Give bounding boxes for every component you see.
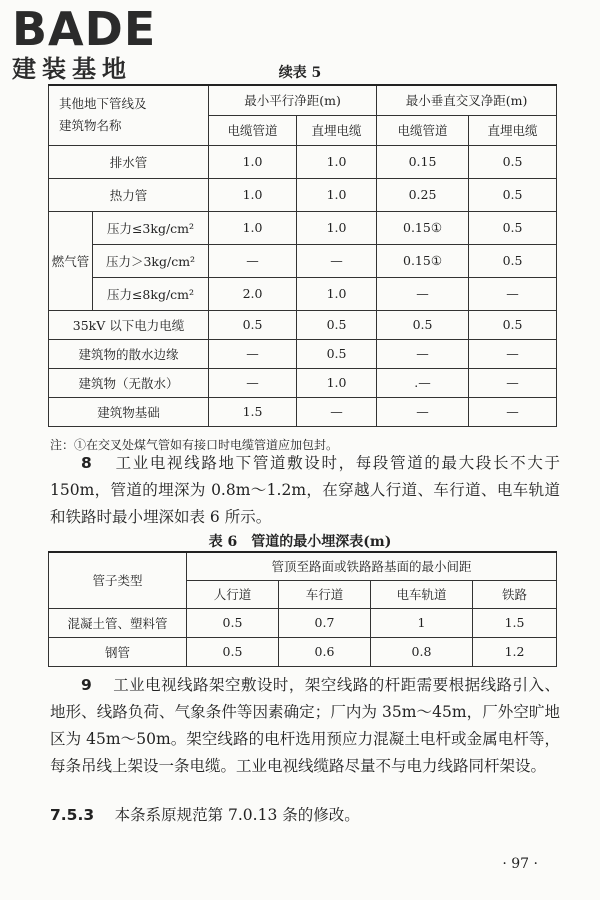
cell: 1.0 bbox=[297, 368, 377, 397]
table5-header-cross: 最小垂直交叉净距(m) bbox=[377, 85, 557, 115]
table6 bbox=[48, 551, 557, 667]
row-name: 压力≤3kg/cm² bbox=[93, 211, 209, 244]
table-row bbox=[49, 608, 557, 637]
logo-subtitle: 建装基地 bbox=[12, 55, 132, 83]
header-line-2: 建筑物名称 bbox=[59, 118, 122, 134]
table-row bbox=[49, 339, 557, 368]
cell: 0.25 bbox=[377, 178, 469, 211]
table5 bbox=[48, 84, 557, 427]
table-row bbox=[49, 310, 557, 339]
cell: 1.0 bbox=[297, 277, 377, 310]
table5-header-parallel: 最小平行净距(m) bbox=[209, 85, 377, 115]
cell: — bbox=[377, 397, 469, 426]
cell: — bbox=[297, 244, 377, 277]
cell: 0.8 bbox=[371, 637, 473, 666]
cell: — bbox=[469, 277, 557, 310]
clause-7-5-3 bbox=[50, 802, 560, 829]
cell: — bbox=[469, 339, 557, 368]
cell: 1.5 bbox=[473, 608, 557, 637]
table-row bbox=[49, 368, 557, 397]
row-name: 混凝土管、塑料管 bbox=[49, 608, 187, 637]
row-name: 建筑物的散水边缘 bbox=[49, 339, 209, 368]
header-line-1: 其他地下管线及 bbox=[59, 96, 147, 112]
table-row bbox=[49, 637, 557, 666]
cell: — bbox=[209, 244, 297, 277]
cell: 0.5 bbox=[377, 310, 469, 339]
cell: 0.5 bbox=[187, 608, 279, 637]
cell: 0.15① bbox=[377, 211, 469, 244]
paragraph-number: 8 bbox=[81, 454, 92, 472]
paragraph-8 bbox=[50, 450, 560, 531]
subheader-cell: 直埋电缆 bbox=[297, 115, 377, 145]
cell: — bbox=[297, 397, 377, 426]
table-row bbox=[49, 211, 557, 244]
row-name: 排水管 bbox=[49, 145, 209, 178]
table-row bbox=[49, 397, 557, 426]
subheader-cell: 电车轨道 bbox=[371, 580, 473, 608]
table6-caption: 表 6 管道的最小埋深表(m) bbox=[208, 534, 392, 550]
cell: 0.5 bbox=[469, 211, 557, 244]
subheader-cell: 铁路 bbox=[473, 580, 557, 608]
paragraph-number: 9 bbox=[81, 676, 92, 694]
cell: 1.0 bbox=[209, 178, 297, 211]
clause-text: 本条系原规范第 7.0.13 条的修改。 bbox=[114, 806, 360, 824]
cell: 0.15 bbox=[377, 145, 469, 178]
subheader-cell: 直埋电缆 bbox=[469, 115, 557, 145]
page-number: · 97 · bbox=[502, 856, 538, 872]
cell: — bbox=[209, 339, 297, 368]
cell: 1 bbox=[371, 608, 473, 637]
cell: 1.0 bbox=[297, 211, 377, 244]
table-row bbox=[49, 277, 557, 310]
cell: 0.7 bbox=[279, 608, 371, 637]
table6-header-group: 管顶至路面或铁路路基面的最小间距 bbox=[187, 552, 557, 580]
table-row bbox=[49, 145, 557, 178]
row-name: 压力＞3kg/cm² bbox=[93, 244, 209, 277]
paragraph-text: 工业电视线路架空敷设时，架空线路的杆距需要根据线路引入、地形、线路负荷、气象条件等因素确定；厂内为 35m～45m，厂外空旷地区为 45m～50m。架空线路的电杆选用预应力混凝土电杆或金属电杆等，每条吊线上架设一条电缆。工业电视线缆路尽量不与电力线路同杆架设。 bbox=[50, 676, 560, 775]
table-row bbox=[49, 178, 557, 211]
cell: 1.5 bbox=[209, 397, 297, 426]
cell: 1.2 bbox=[473, 637, 557, 666]
cell: 0.5 bbox=[469, 145, 557, 178]
cell: 0.5 bbox=[469, 310, 557, 339]
paragraph-9 bbox=[50, 672, 560, 780]
cell: 1.0 bbox=[209, 145, 297, 178]
cell: .— bbox=[377, 368, 469, 397]
subheader-cell: 人行道 bbox=[187, 580, 279, 608]
row-name: 热力管 bbox=[49, 178, 209, 211]
row-name: 建筑物（无散水） bbox=[49, 368, 209, 397]
cell: 0.5 bbox=[469, 178, 557, 211]
row-name: 建筑物基础 bbox=[49, 397, 209, 426]
cell: 0.5 bbox=[297, 310, 377, 339]
row-name: 钢管 bbox=[49, 637, 187, 666]
cell: 0.15① bbox=[377, 244, 469, 277]
paragraph-text: 工业电视线路地下管道敷设时，每段管道的最大段长不大于 150m，管道的埋深为 0.8m～1.2m，在穿越人行道、车行道、电车轨道和铁路时最小埋深如表 6 所示。 bbox=[50, 454, 560, 526]
table5-note: 注：①在交叉处煤气管如有接口时电缆管道应加包封。 bbox=[50, 438, 339, 452]
row-name: 35kV 以下电力电缆 bbox=[49, 310, 209, 339]
logo-wordmark: BADE bbox=[12, 2, 157, 56]
cell: — bbox=[377, 277, 469, 310]
cell: — bbox=[469, 368, 557, 397]
table5-header-name bbox=[49, 85, 209, 145]
cell: 1.0 bbox=[297, 145, 377, 178]
cell: — bbox=[209, 368, 297, 397]
cell: 0.5 bbox=[209, 310, 297, 339]
clause-number: 7.5.3 bbox=[50, 806, 95, 824]
table6-header-type: 管子类型 bbox=[49, 552, 187, 608]
table-row bbox=[49, 244, 557, 277]
cell: 0.5 bbox=[297, 339, 377, 368]
subheader-cell: 车行道 bbox=[279, 580, 371, 608]
cell: 1.0 bbox=[297, 178, 377, 211]
cell: — bbox=[469, 397, 557, 426]
cell: 1.0 bbox=[209, 211, 297, 244]
cell: 2.0 bbox=[209, 277, 297, 310]
row-name: 压力≤8kg/cm² bbox=[93, 277, 209, 310]
gas-group-label: 燃气管 bbox=[49, 211, 93, 310]
cell: 0.5 bbox=[187, 637, 279, 666]
subheader-cell: 电缆管道 bbox=[377, 115, 469, 145]
subheader-cell: 电缆管道 bbox=[209, 115, 297, 145]
cell: — bbox=[377, 339, 469, 368]
cell: 0.5 bbox=[469, 244, 557, 277]
cell: 0.6 bbox=[279, 637, 371, 666]
table5-caption: 续表 5 bbox=[278, 65, 322, 81]
